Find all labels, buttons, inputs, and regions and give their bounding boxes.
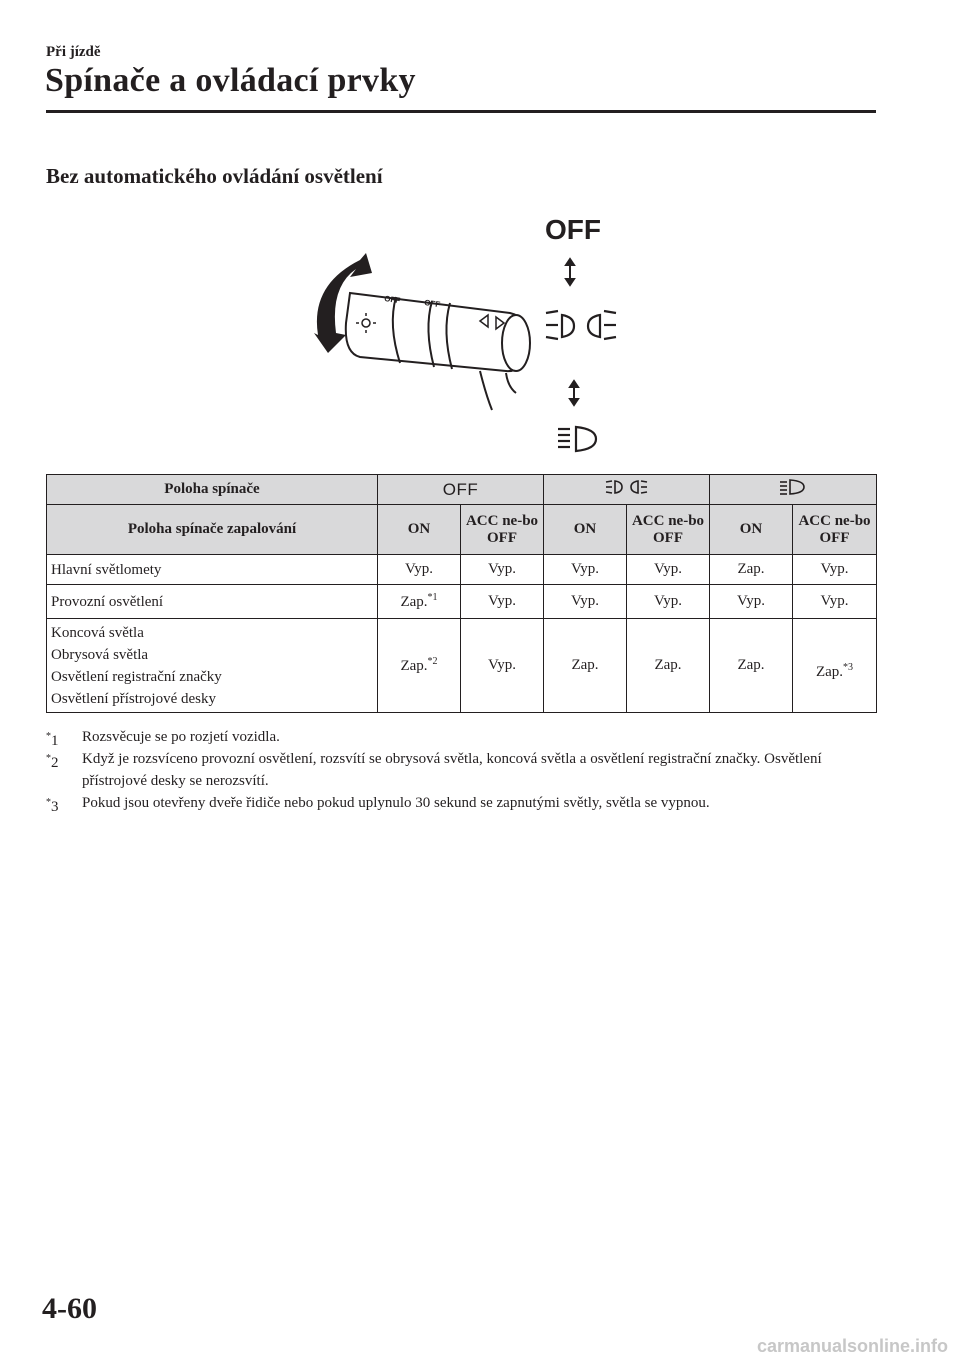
- header-cell: ON: [710, 505, 793, 555]
- header-headlights-column: [710, 475, 877, 505]
- headlight-icon: [558, 427, 596, 451]
- header-off-column: OFF: [378, 475, 544, 505]
- header-parking-lights-column: [544, 475, 710, 505]
- table-cell: Vyp.: [378, 555, 461, 585]
- table-row: [47, 555, 877, 585]
- table-cell: Zap.$^{*2}$: [378, 619, 461, 713]
- footnote: *2 Když je rozsvíceno provozní osvětlení, rozsvítí se obrysová světla, koncová světla a osvětlení registrační značky. Osvětlení přístrojové desky se nerozsvítí.: [46, 751, 822, 789]
- parking-lights-icon: [546, 311, 616, 339]
- footnotes: [46, 726, 876, 814]
- table-cell: Zap.: [710, 619, 793, 713]
- header-ignition-position: Poloha spínače zapalování: [47, 505, 378, 555]
- table-cell: Vyp.: [544, 585, 627, 619]
- page-number: 4-60: [42, 1292, 97, 1325]
- header-cell: ON: [378, 505, 461, 555]
- parking-lights-icon: [604, 479, 650, 495]
- lever-off-label-1: OFF: [383, 294, 401, 306]
- table-cell: Zap.$^{*1}$: [378, 585, 461, 619]
- page-title: Spínače a ovládací prvky: [45, 62, 416, 99]
- title-divider: [46, 110, 876, 113]
- header-cell: ACC ne-bo OFF: [793, 505, 877, 555]
- table-cell: Vyp.: [544, 555, 627, 585]
- header-switch-position: Poloha spínače: [47, 475, 378, 505]
- table-cell: Vyp.: [461, 619, 544, 713]
- lever-off-label-2: OFF: [423, 298, 441, 310]
- row-label: Hlavní světlomety: [47, 555, 378, 585]
- light-switch-illustration: [300, 205, 630, 470]
- table-cell: Zap.: [627, 619, 710, 713]
- off-position-label: OFF: [545, 214, 601, 245]
- table-cell: Vyp.: [627, 555, 710, 585]
- table-cell: Vyp.: [710, 585, 793, 619]
- section-heading: Bez automatického ovládání osvětlení: [46, 164, 383, 188]
- table-cell: Zap.: [710, 555, 793, 585]
- row-label: Koncová světla Obrysová světla Osvětlení registrační značky Osvětlení přístrojové desky: [47, 619, 378, 713]
- lever: [346, 293, 530, 410]
- table-cell: Zap.: [544, 619, 627, 713]
- table-header-row: [47, 505, 877, 555]
- table-cell: Vyp.: [627, 585, 710, 619]
- double-arrow-icon: [570, 381, 578, 405]
- table-row: [47, 619, 877, 713]
- double-arrow-icon: [566, 259, 574, 285]
- footnote: *1 Rozsvěcuje se po rozjetí vozidla.: [46, 729, 280, 749]
- light-positions-table: [46, 474, 877, 713]
- breadcrumb: Při jízdě: [46, 44, 101, 60]
- table-header-row: [47, 475, 877, 505]
- table-row: [47, 585, 877, 619]
- table-cell: Zap.$^{*3}$: [793, 619, 877, 713]
- table-cell: Vyp.: [461, 585, 544, 619]
- table-cell: Vyp.: [793, 555, 877, 585]
- headlight-icon: [778, 479, 808, 495]
- header-cell: ON: [544, 505, 627, 555]
- table-cell: Vyp.: [461, 555, 544, 585]
- header-cell: ACC ne-bo OFF: [461, 505, 544, 555]
- footnote: *3 Pokud jsou otevřeny dveře řidiče nebo pokud uplynulo 30 sekund se zapnutými světly, světla se vypnou.: [46, 795, 710, 815]
- row-label: Provozní osvětlení: [47, 585, 378, 619]
- table-cell: Vyp.: [793, 585, 877, 619]
- header-cell: ACC ne-bo OFF: [627, 505, 710, 555]
- watermark: carmanualsonline.info: [756, 1336, 948, 1356]
